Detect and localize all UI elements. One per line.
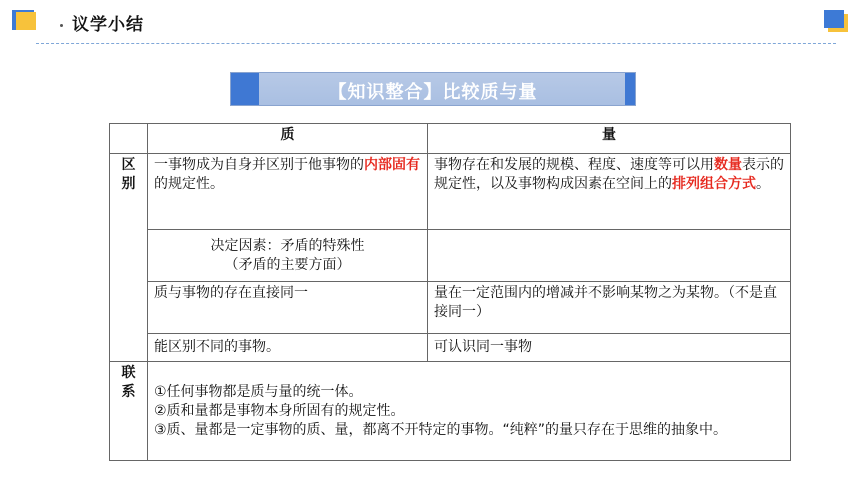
blue-square-shape [824,10,844,28]
table-header-row [110,124,791,154]
relation-item: ②质和量都是事物本身所固有的规定性。 [154,402,405,419]
determinant-text: （矛盾的主要方面） [224,256,351,273]
corner-cell [110,124,148,154]
relation-cell [148,362,791,461]
banner-title: 【知识整合】比较质与量 [328,82,538,103]
quality-definition-text: 一事物成为自身并区别于他事物的 [154,157,364,173]
highlight-text: 数量 [714,157,742,173]
relation-label-char: 系 [121,384,136,400]
comparison-table [109,123,791,461]
relation-item: ①任何事物都是质与量的统一体。 [154,383,363,400]
header-square-icon [12,10,38,32]
difference-label-char: 别 [121,176,136,192]
corner-square-icon [824,10,850,34]
quantity-definition-text: 事物存在和发展的规模、程度、速度等可以用 [434,157,714,173]
determinant-text: 决定因素：矛盾的特殊性 [210,237,365,254]
quality-definition-cell [148,154,428,230]
highlight-text: 排列组合方式 [672,176,756,192]
page-title: 议学小结 [72,15,144,35]
empty-cell [428,230,791,282]
table-row [110,154,791,230]
relation-label-char: 联 [121,365,136,381]
highlight-text: 内部固有 [364,157,420,173]
relation-item: ③质、量都是一定事物的质、量，都离不开特定的事物。“纯粹”的量只存在于思维的抽象中。 [154,421,728,438]
table-row [110,282,791,334]
quantity-definition-text: 。 [756,176,770,192]
quality-definition-text: 的规定性。 [154,176,224,192]
quantity-definition-cell [428,154,791,230]
column-header-quantity: 量 [428,124,791,154]
header-divider [36,43,836,44]
table-row [110,230,791,282]
table-row [110,362,791,461]
difference-label [110,154,148,362]
determinant-cell [148,230,428,282]
relation-to-existence-cell: 量在一定范围内的增减并不影响某物之为某物。（不是直接同一） [428,282,791,334]
relation-to-existence-cell: 质与事物的存在直接同一 [148,282,428,334]
bullet-dot [60,24,63,27]
difference-label-char: 区 [121,157,136,173]
function-cell: 能区别不同的事物。 [148,334,428,362]
relation-label [110,362,148,461]
table-row [110,334,791,362]
yellow-square-shape [16,12,36,30]
section-banner [230,72,636,106]
function-cell: 可认识同一事物 [428,334,791,362]
column-header-quality: 质 [148,124,428,154]
quantity-definition-text: 表示的规定性，以及事物构成因素在空间上的 [434,157,784,192]
